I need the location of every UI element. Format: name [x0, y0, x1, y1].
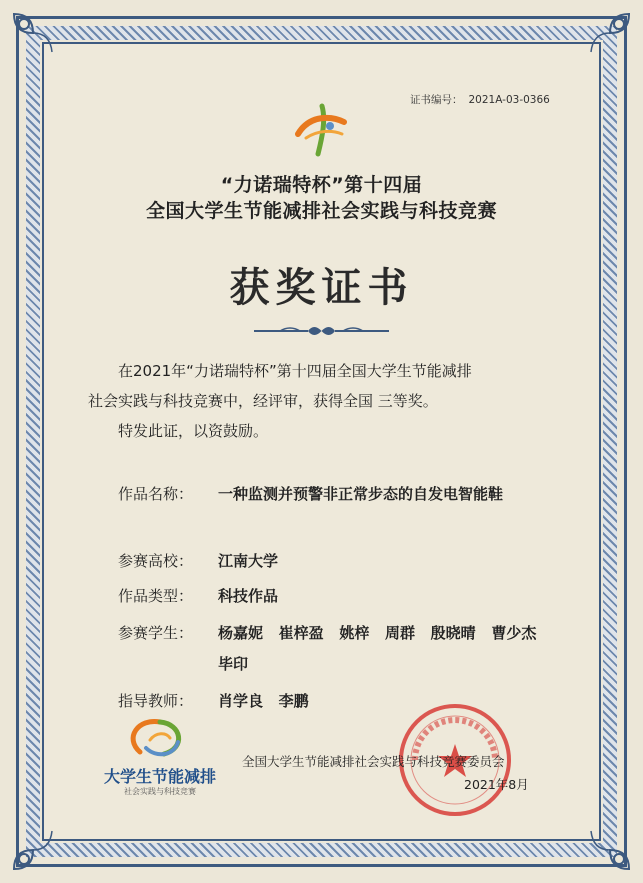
award-paragraph-line3: 特发此证，以资鼓励。	[118, 422, 269, 440]
corner-ornament-icon	[10, 10, 56, 56]
award-paragraph-line2: 社会实践与科技竞赛中，经评审，获得全国 三等奖。	[88, 392, 438, 410]
bottom-logo-brand: 大学生节能减排	[103, 767, 216, 786]
certificate-heading: 获奖证书	[229, 265, 414, 311]
issue-date: 2021年8月	[464, 777, 529, 792]
work-type-label: 作品类型：	[118, 587, 194, 605]
divider-ornament-icon	[250, 322, 393, 340]
teacher-value: 肖学良 李鹏	[218, 692, 309, 710]
bottom-logo	[90, 712, 230, 802]
work-type-row	[118, 585, 278, 606]
competition-logo-icon	[292, 100, 350, 158]
award-paragraph-line1: 在2021年“力诺瑞特杯”第十四届全国大学生节能减排	[118, 362, 472, 380]
school-value: 江南大学	[218, 552, 279, 570]
energy-saving-logo-icon	[90, 712, 230, 764]
students-value: 杨嘉妮 崔梓盈 姚梓 周群 殷晓晴 曹少杰	[218, 624, 537, 642]
certificate-number-value: 2021A-03-0366	[468, 94, 550, 106]
students-label: 参赛学生：	[118, 624, 194, 642]
school-row	[118, 550, 278, 571]
issuer-name: 全国大学生节能减排社会实践与科技竞赛委员会	[242, 754, 505, 769]
work-name-label: 作品名称：	[118, 485, 194, 503]
school-label: 参赛高校：	[118, 552, 194, 570]
certificate-number-label: 证书编号：	[410, 94, 463, 106]
work-name-row	[118, 483, 503, 504]
work-type-value: 科技作品	[218, 587, 279, 605]
teacher-row	[118, 690, 309, 711]
certificate-number	[410, 92, 550, 107]
students-value-line2: 毕印	[218, 655, 249, 673]
teacher-label: 指导教师：	[118, 692, 194, 710]
competition-title-line2: 全国大学生节能减排社会实践与科技竞赛	[145, 200, 497, 222]
bottom-logo-subtitle: 社会实践与科技竞赛	[124, 787, 196, 796]
work-name-value: 一种监测并预警非正常步态的自发电智能鞋	[218, 485, 504, 503]
corner-ornament-icon	[587, 10, 633, 56]
students-row	[118, 622, 536, 643]
corner-ornament-icon	[587, 827, 633, 873]
corner-ornament-icon	[10, 827, 56, 873]
competition-title-line1: “力诺瑞特杯”第十四届	[220, 174, 423, 196]
